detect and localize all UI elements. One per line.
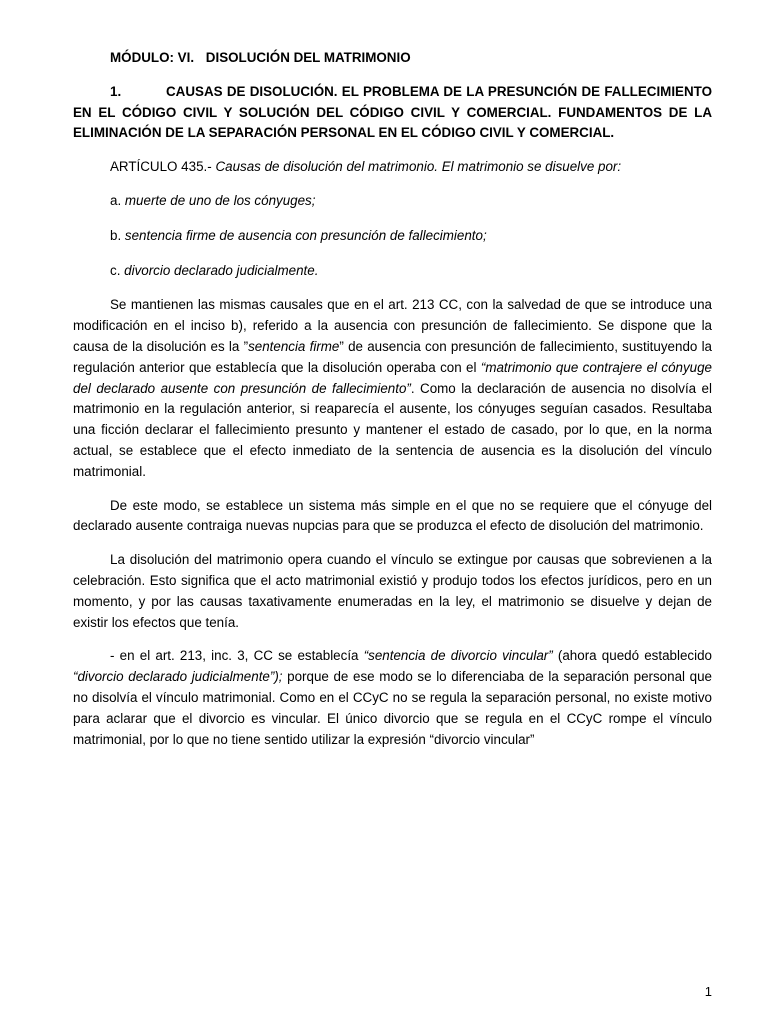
list-item	[73, 261, 712, 282]
paragraph-4	[73, 646, 712, 750]
paragraph-4-part-2: (ahora quedó establecido	[552, 648, 712, 664]
paragraph-1	[73, 295, 712, 482]
section-heading-text: CAUSAS DE DISOLUCIÓN. EL PROBLEMA DE LA PRESUNCIÓN DE FALLECIMIENTO EN EL CÓDIGO CIVIL Y SOLUCIÓN DEL CÓDIGO CIVIL Y COMERCIAL. FUNDAMENTOS DE LA ELIMINACIÓN DE LA SEPARACIÓN PERSONAL EN EL CÓDIGO CIVIL Y COMERCIAL.	[73, 83, 712, 141]
paragraph-4-italic-2: “divorcio declarado judicialmente”);	[73, 669, 283, 685]
item-letter: b.	[110, 227, 122, 243]
list-item	[73, 191, 712, 212]
item-text: muerte de uno de los cónyuges;	[124, 192, 316, 208]
item-letter: c.	[110, 262, 121, 278]
article-line	[73, 157, 712, 178]
paragraph-1-italic-1: sentencia firme	[248, 338, 340, 354]
section-number: 1.	[110, 83, 122, 99]
item-letter: a.	[110, 192, 122, 208]
paragraph-1-italic-2: “matrimonio que contrajere el cónyuge del declarado ausente con presunción de fallecimiento”	[73, 359, 713, 396]
article-label: ARTÍCULO 435.-	[110, 159, 212, 175]
module-label: MÓDULO: VI.	[110, 50, 195, 65]
paragraph-1-part-3: . Como la declaración de ausencia no disolvía el matrimonio en la regulación anterior, si reaparecía el ausente, los cónyuges seguían casados. Resultaba una ficción declarar el fallecimiento presunto y mantener el estado de casado, por lo que, en la norma actual, se establece que el efecto inmediato de la sentencia de ausencia es la disolución del vínculo matrimonial.	[73, 380, 712, 479]
list-item	[73, 226, 712, 247]
paragraph-4-part-3: porque de ese modo se lo diferenciaba de la separación personal que no disolvía el vínculo matrimonial. Como en el CCyC no se regula la separación personal, no existe motivo para aclarar que el divorcio es vincular. El único divorcio que se regula en el CCyC rompe el vínculo matrimonial, por lo que no tiene sentido utilizar la expresión “divorcio vincular”	[73, 669, 712, 747]
paragraph-4-italic-1: “sentencia de divorcio vincular”	[363, 648, 553, 664]
page-number: 1	[704, 984, 712, 999]
module-title	[110, 48, 712, 69]
item-text: sentencia firme de ausencia con presunción de fallecimiento;	[124, 227, 487, 243]
paragraph-1-part-2: ” de ausencia con presunción de fallecimiento, sustituyendo la regulación anterior que establecía que la disolución operaba con el	[73, 338, 712, 375]
item-text: divorcio declarado judicialmente.	[124, 262, 319, 278]
article-text: Causas de disolución del matrimonio. El matrimonio se disuelve por:	[215, 159, 622, 175]
section-heading	[73, 82, 712, 144]
paragraph-4-part-1: - en el art. 213, inc. 3, CC se establecía	[110, 648, 364, 664]
paragraph-1-part-1: Se mantienen las mismas causales que en el art. 213 CC, con la salvedad de que se introduce una modificación en el inciso b), referido a la ausencia con presunción de fallecimiento. Se dispone que la causa de la disolución es la ”	[73, 297, 712, 354]
document-page	[73, 48, 712, 763]
paragraph-3: La disolución del matrimonio opera cuando el vínculo se extingue por causas que sobrevienen a la celebración. Esto significa que el acto matrimonial existió y produjo todos los efectos jurídicos, pero en un momento, y por las causas taxativamente enumeradas en la ley, el matrimonio se disuelve y dejan de existir los efectos que tenía.	[73, 552, 712, 630]
module-name: DISOLUCIÓN DEL MATRIMONIO	[205, 50, 411, 65]
paragraph-2: De este modo, se establece un sistema más simple en el que no se requiere que el cónyuge del declarado ausente contraiga nuevas nupcias para que se produzca el efecto de disolución del matrimonio.	[73, 497, 712, 534]
